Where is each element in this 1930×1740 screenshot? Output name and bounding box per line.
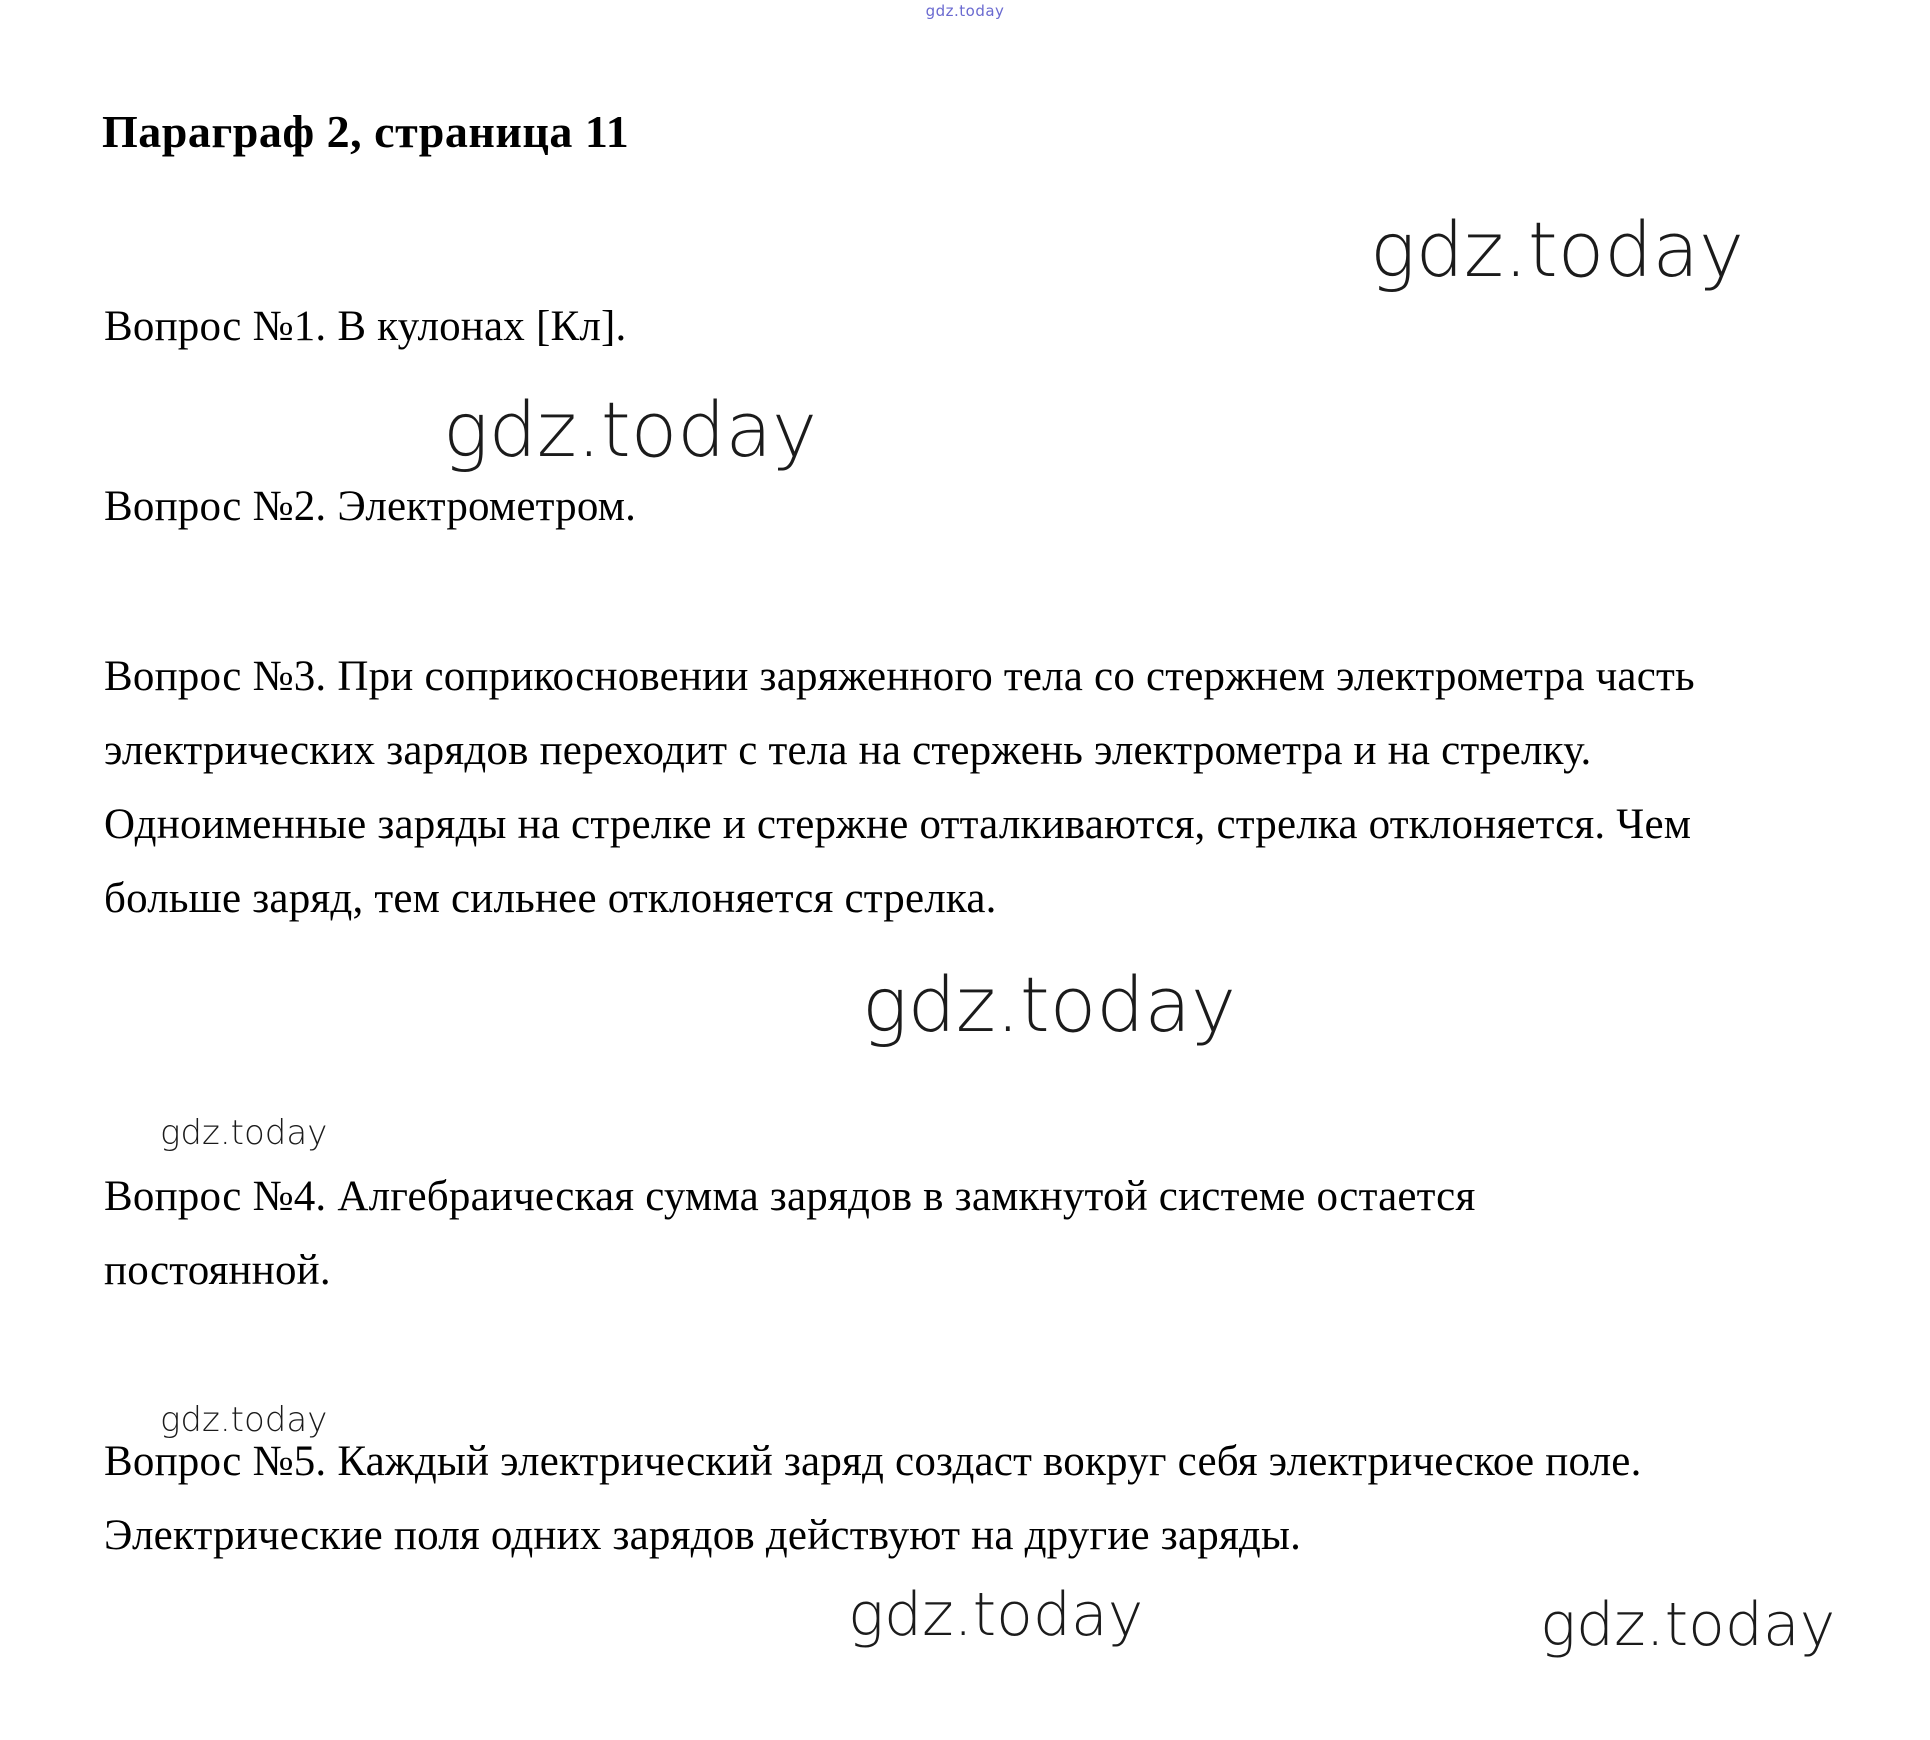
page-title: Параграф 2, страница 11 [102, 106, 630, 157]
watermark-2: gdz.today [443, 385, 817, 474]
answer-paragraph-5: Вопрос №5. Каждый электрический заряд создаст вокруг себя электрическое поле. Электрические поля одних зарядов действуют на другие заряды. [104, 1438, 1642, 1559]
watermark-7: gdz.today [1540, 1590, 1836, 1660]
watermark-5: gdz.today [160, 1400, 328, 1440]
answer-paragraph-2: Вопрос №2. Электрометром. [104, 483, 637, 530]
watermark-1: gdz.today [1370, 205, 1744, 294]
answer-paragraph-4: Вопрос №4. Алгебраическая сумма зарядов в замкнутой системе остается постоянной. [104, 1173, 1476, 1294]
answer-paragraph-1: Вопрос №1. В кулонах [Кл]. [104, 303, 627, 350]
watermark-3: gdz.today [862, 960, 1236, 1049]
watermark-6: gdz.today [848, 1580, 1144, 1650]
watermark-4: gdz.today [160, 1113, 328, 1153]
top-watermark: gdz.today [925, 2, 1005, 20]
answer-paragraph-3: Вопрос №3. При соприкосновении заряженного тела со стержнем электрометра часть электрических зарядов переходит с тела на стержень электрометра и на стрелку. Одноименные заряды на стрелке и стержне отталкиваются, стрелка отклоняется. Чем больше заряд, тем сильнее отклоняется стрелка. [104, 653, 1695, 922]
